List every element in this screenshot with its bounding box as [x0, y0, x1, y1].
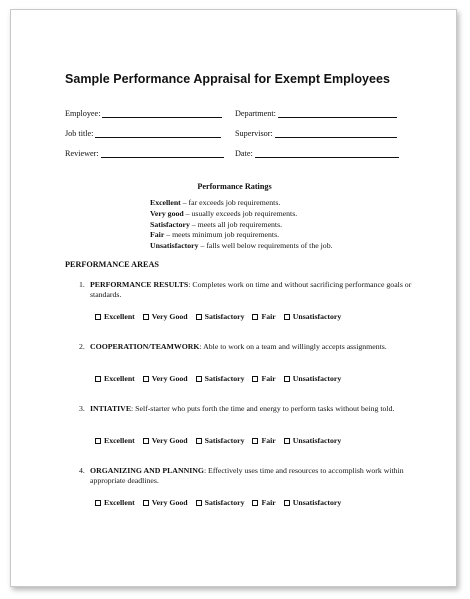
- department-blank-line[interactable]: [278, 109, 397, 118]
- document-page: [10, 9, 457, 587]
- option-satisfactory[interactable]: Satisfactory: [196, 312, 245, 321]
- area-number: 1.: [79, 280, 85, 289]
- option-very-good[interactable]: Very Good: [143, 436, 188, 445]
- supervisor-field: [235, 129, 397, 138]
- option-fair[interactable]: Fair: [252, 436, 275, 445]
- checkbox-icon[interactable]: [143, 314, 149, 320]
- checkbox-icon[interactable]: [252, 500, 258, 506]
- option-unsatisfactory[interactable]: Unsatisfactory: [284, 312, 342, 321]
- date-blank-line[interactable]: [255, 149, 399, 158]
- performance-area-2: [79, 342, 419, 352]
- checkbox-icon[interactable]: [95, 500, 101, 506]
- supervisor-label: Supervisor:: [235, 129, 273, 138]
- department-field: [235, 109, 397, 118]
- reviewer-blank-line[interactable]: [101, 149, 224, 158]
- option-excellent[interactable]: Excellent: [95, 374, 135, 383]
- area-text: INTIATIVE: Self-starter who puts forth the time and energy to perform tasks without being told.: [90, 404, 395, 413]
- option-fair[interactable]: Fair: [252, 498, 275, 507]
- job-title-label: Job title:: [65, 129, 94, 138]
- checkbox-icon[interactable]: [143, 376, 149, 382]
- supervisor-blank-line[interactable]: [275, 129, 397, 138]
- option-very-good[interactable]: Very Good: [143, 374, 188, 383]
- rating-item: Fair – meets minimum job requirements.: [150, 230, 280, 240]
- rating-options-area-4: [95, 498, 349, 507]
- performance-area-3: [79, 404, 419, 414]
- option-very-good[interactable]: Very Good: [143, 312, 188, 321]
- checkbox-icon[interactable]: [95, 314, 101, 320]
- rating-options-area-3: [95, 436, 349, 445]
- option-excellent[interactable]: Excellent: [95, 312, 135, 321]
- performance-area-4: [79, 466, 419, 486]
- checkbox-icon[interactable]: [196, 376, 202, 382]
- option-excellent[interactable]: Excellent: [95, 498, 135, 507]
- option-satisfactory[interactable]: Satisfactory: [196, 374, 245, 383]
- area-text: ORGANIZING AND PLANNING: Effectively uses time and resources to accomplish work within appropriate deadlines.: [90, 466, 404, 485]
- area-number: 4.: [79, 466, 85, 475]
- job-title-blank-line[interactable]: [95, 129, 221, 138]
- employee-label: Employee:: [65, 109, 101, 118]
- ratings-title: Performance Ratings: [197, 182, 272, 191]
- reviewer-label: Reviewer:: [65, 149, 99, 158]
- option-fair[interactable]: Fair: [252, 312, 275, 321]
- checkbox-icon[interactable]: [284, 500, 290, 506]
- option-satisfactory[interactable]: Satisfactory: [196, 498, 245, 507]
- performance-area-1: [79, 280, 419, 300]
- area-number: 3.: [79, 404, 85, 413]
- rating-item: Very good – usually exceeds job requirements.: [150, 208, 298, 218]
- option-unsatisfactory[interactable]: Unsatisfactory: [284, 436, 342, 445]
- checkbox-icon[interactable]: [284, 376, 290, 382]
- rating-options-area-1: [95, 312, 349, 321]
- rating-item: Excellent – far exceeds job requirements.: [150, 198, 281, 207]
- reviewer-field: [65, 149, 224, 158]
- option-excellent[interactable]: Excellent: [95, 436, 135, 445]
- checkbox-icon[interactable]: [143, 438, 149, 444]
- checkbox-icon[interactable]: [95, 376, 101, 382]
- option-fair[interactable]: Fair: [252, 374, 275, 383]
- document-title: Sample Performance Appraisal for Exempt Employees: [65, 72, 391, 86]
- checkbox-icon[interactable]: [252, 376, 258, 382]
- checkbox-icon[interactable]: [196, 438, 202, 444]
- area-number: 2.: [79, 342, 85, 351]
- option-satisfactory[interactable]: Satisfactory: [196, 436, 245, 445]
- rating-options-area-2: [95, 374, 349, 383]
- employee-blank-line[interactable]: [102, 109, 222, 118]
- checkbox-icon[interactable]: [284, 314, 290, 320]
- area-text: COOPERATION/TEAMWORK: Able to work on a team and willingly accepts assignments.: [90, 342, 387, 351]
- job-title-field: [65, 129, 221, 138]
- date-field: [235, 149, 399, 158]
- checkbox-icon[interactable]: [143, 500, 149, 506]
- checkbox-icon[interactable]: [284, 438, 290, 444]
- area-text: PERFORMANCE RESULTS: Completes work on time and without sacrificing performance goals or standards.: [90, 280, 412, 299]
- department-label: Department:: [235, 109, 276, 118]
- checkbox-icon[interactable]: [252, 438, 258, 444]
- option-unsatisfactory[interactable]: Unsatisfactory: [284, 374, 342, 383]
- employee-field: [65, 109, 222, 118]
- date-label: Date:: [235, 149, 253, 158]
- option-unsatisfactory[interactable]: Unsatisfactory: [284, 498, 342, 507]
- checkbox-icon[interactable]: [196, 500, 202, 506]
- rating-item: Satisfactory – meets all job requirements.: [150, 219, 283, 229]
- performance-areas-heading: PERFORMANCE AREAS: [65, 260, 159, 269]
- checkbox-icon[interactable]: [95, 438, 101, 444]
- rating-item: Unsatisfactory – falls well below requirements of the job.: [150, 241, 333, 251]
- checkbox-icon[interactable]: [196, 314, 202, 320]
- option-very-good[interactable]: Very Good: [143, 498, 188, 507]
- ratings-legend: [150, 198, 333, 252]
- checkbox-icon[interactable]: [252, 314, 258, 320]
